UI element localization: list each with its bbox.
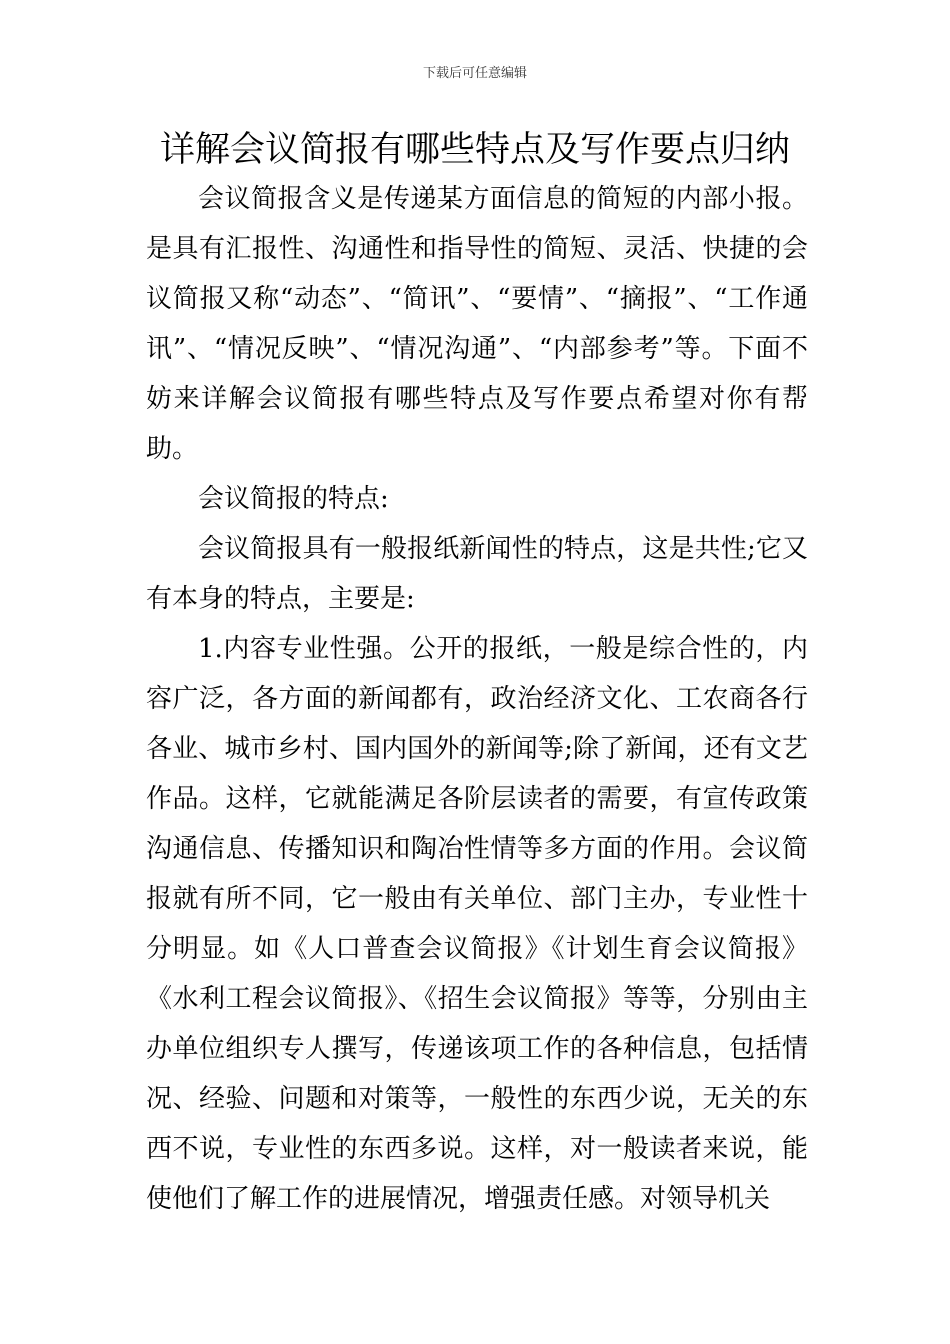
document-body [146,174,808,1224]
paragraph-intro: 会议简报含义是传递某方面信息的简短的内部小报。是具有汇报性、沟通性和指导性的简短、灵活、快捷的会议简报又称“动态”、“简讯”、“要情”、“摘报”、“工作通讯”、“情况反映”、“情况沟通”、“内部参考”等。下面不妨来详解会议简报有哪些特点及写作要点希望对你有帮助。 [146,184,808,464]
header-note: 下载后可任意编辑 [422,66,527,81]
paragraph-feature-1: 1.内容专业性强。公开的报纸，一般是综合性的，内容广泛，各方面的新闻都有，政治经济文化、工农商各行各业、城市乡村、国内国外的新闻等;除了新闻，还有文艺作品。这样，它就能满足各阶层读者的需要，有宣传政策沟通信息、传播知识和陶冶性情等多方面的作用。会议简报就有所不同，它一般由有关单位、部门主办，专业性十分明显。如《人口普查会议简报》《计划生育会议简报》《水利工程会议简报》、《招生会议简报》等等，分别由主办单位组织专人撰写，传递该项工作的各种信息，包括情况、经验、问题和对策等，一般性的东西少说，无关的东西不说，专业性的东西多说。这样，对一般读者来说，能使他们了解工作的进展情况，增强责任感。对领导机关 [146,634,808,1214]
paragraph-features-heading: 会议简报的特点: [198,484,389,514]
paragraph-features-summary: 会议简报具有一般报纸新闻性的特点，这是共性;它又有本身的特点，主要是: [146,534,808,614]
document-title: 详解会议简报有哪些特点及写作要点归纳 [159,130,790,170]
